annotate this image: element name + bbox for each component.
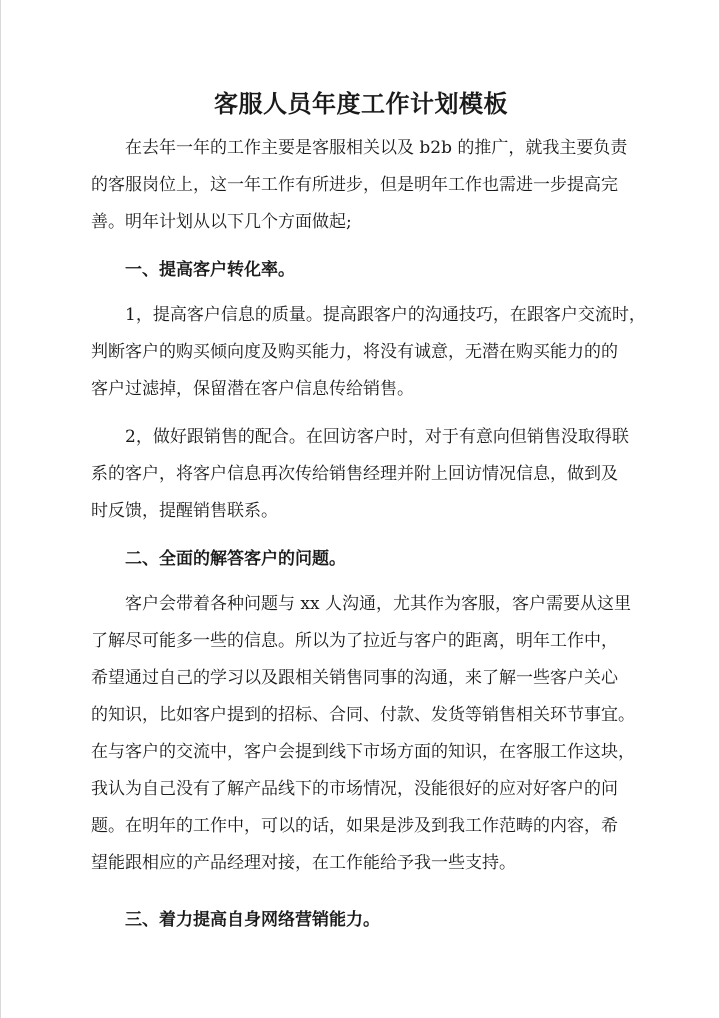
text-line: 我认为自己没有了解产品线下的市场情况，没能很好的应对好客户的问 — [91, 779, 618, 799]
text-line: 望能跟相应的产品经理对接，在工作能给予我一些支持。 — [91, 853, 516, 873]
section-heading-1: 一、提高客户转化率。 — [125, 260, 295, 280]
text-line: 客户过滤掉，保留潜在客户信息传给销售。 — [91, 379, 414, 399]
text-line: 希望通过自己的学习以及跟相关销售同事的沟通，来了解一些客户关心 — [91, 668, 618, 688]
intro-paragraph — [91, 130, 639, 241]
text-line: 客户会带着各种问题与 xx 人沟通，尤其作为客服，客户需要从这里 — [125, 594, 631, 614]
text-line: 善。明年计划从以下几个方面做起; — [91, 212, 352, 232]
text-line: 的知识，比如客户提到的招标、合同、付款、发货等销售相关环节事宜。 — [91, 705, 635, 725]
section-heading-2: 二、全面的解答客户的问题。 — [125, 549, 346, 569]
text-line: 了解尽可能多一些的信息。所以为了拉近与客户的距离，明年工作中， — [91, 631, 618, 651]
text-line: 的客服岗位上，这一年工作有所进步，但是明年工作也需进一步提高完 — [91, 175, 618, 195]
text-line: 判断客户的购买倾向度及购买能力，将没有诚意，无潜在购买能力的的 — [91, 342, 618, 362]
text-line: 在去年一年的工作主要是客服相关以及 b2b 的推广，就我主要负责 — [125, 138, 628, 158]
text-line: 题。在明年的工作中，可以的话，如果是涉及到我工作范畴的内容，希 — [91, 816, 618, 836]
section-heading-3: 三、着力提高自身网络营销能力。 — [125, 910, 380, 930]
section2-paragraph — [91, 586, 639, 882]
section1-item2-paragraph — [91, 419, 639, 530]
text-line: 1，提高客户信息的质量。提高跟客户的沟通技巧，在跟客户交流时， — [125, 305, 646, 325]
text-line: 时反馈，提醒销售联系。 — [91, 501, 278, 521]
section1-item1-paragraph — [91, 297, 646, 408]
document-title: 客服人员年度工作计划模板 — [214, 89, 508, 118]
text-line: 2，做好跟销售的配合。在回访客户时，对于有意向但销售没取得联 — [125, 427, 629, 447]
text-line: 在与客户的交流中，客户会提到线下市场方面的知识，在客服工作这块， — [91, 742, 635, 762]
text-line: 系的客户，将客户信息再次传给销售经理并附上回访情况信息，做到及 — [91, 464, 618, 484]
